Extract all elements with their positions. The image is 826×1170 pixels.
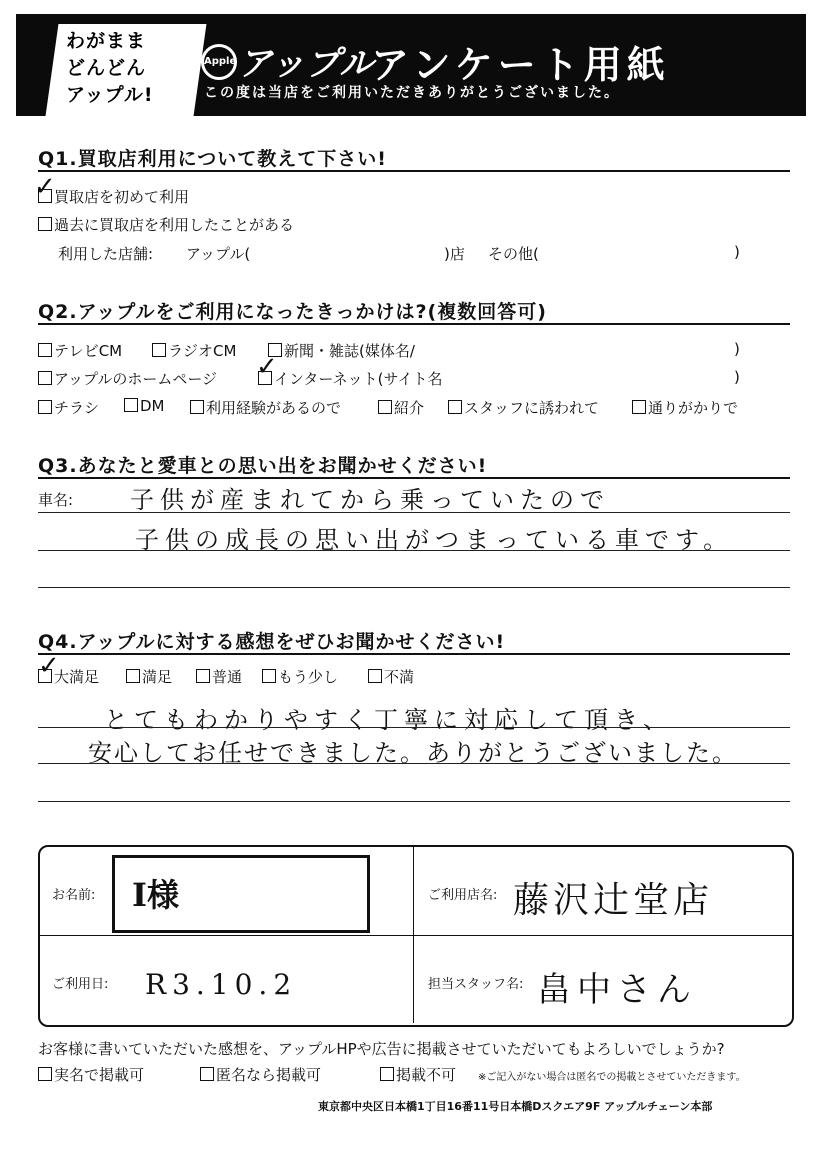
checkmark-icon: ✓	[34, 172, 56, 202]
option-label: 通りがかりで	[648, 399, 739, 417]
q3-car-label: 車名:	[38, 491, 74, 509]
option-label: 紹介	[394, 399, 425, 417]
q1-close-paren: )	[734, 243, 740, 261]
header-thanks: この度は当店をご利用いただきありがとうございました。	[204, 85, 620, 101]
date-value: R3.10.2	[145, 968, 298, 1001]
apple-logo-icon: Apple	[201, 44, 237, 80]
option-label: 掲載不可	[396, 1066, 457, 1084]
q1-option-before[interactable]	[38, 214, 294, 235]
q4-answer-line-2: 安心してお任せできました。ありがとうございました。	[88, 739, 738, 767]
checkbox[interactable]	[200, 1067, 214, 1081]
q3-line-1	[38, 512, 790, 513]
staff-value: 畠中さん	[537, 970, 697, 1010]
q4-option-not-quite[interactable]	[262, 666, 338, 687]
q4-line-1	[38, 727, 790, 728]
q2-option-flyer[interactable]	[38, 397, 99, 418]
slogan-line-1: わがまま	[66, 30, 147, 52]
q3-rule	[38, 477, 790, 479]
brand-name: アップル	[238, 44, 375, 84]
option-label: もう少し	[278, 668, 339, 686]
q3-heading: Q3.あなたと愛車との思い出をお聞かせください!	[38, 455, 488, 477]
slogan-text	[66, 28, 186, 109]
q2-heading: Q2.アップルをご利用になったきっかけは?(複数回答可)	[38, 301, 547, 323]
checkbox[interactable]	[38, 371, 52, 385]
q2-option-tv-cm[interactable]	[38, 340, 122, 361]
checkbox[interactable]	[190, 400, 204, 414]
q4-option-dissatisfied[interactable]	[368, 666, 414, 687]
checkmark-icon: ✓	[38, 651, 60, 681]
header-banner	[16, 14, 806, 116]
checkbox[interactable]	[38, 343, 52, 357]
option-label: 満足	[142, 668, 173, 686]
q4-option-satisfied[interactable]	[126, 666, 172, 687]
q1-store-suffix: )店	[444, 245, 465, 263]
q2-option-referral[interactable]	[378, 397, 424, 418]
q2-option-dm[interactable]	[124, 397, 165, 415]
q1-store-other: その他(	[488, 245, 539, 263]
consent-question: お客様に書いていただいた感想を、アップルHPや広告に掲載させていただいてもよろしいでしょうか?	[38, 1040, 725, 1058]
option-label: 利用経験があるので	[206, 399, 342, 417]
checkmark-icon: ✓	[256, 352, 278, 382]
staff-label: 担当スタッフ名:	[428, 977, 524, 992]
q2-close-paren-1: )	[734, 340, 740, 358]
option-label: 大満足	[54, 668, 100, 686]
option-label: チラシ	[54, 399, 100, 417]
q4-option-average[interactable]	[196, 666, 242, 687]
checkbox[interactable]	[126, 669, 140, 683]
q2-option-radio-cm[interactable]	[152, 340, 236, 361]
option-label: 新聞・雑誌(媒体名/	[284, 342, 415, 360]
q1-option-first-time[interactable]	[38, 186, 189, 207]
q2-option-staff-invite[interactable]	[448, 397, 599, 418]
q2-rule	[38, 323, 790, 325]
checkbox[interactable]	[38, 1067, 52, 1081]
option-label: テレビCM	[54, 342, 123, 360]
q3-line-2	[38, 550, 790, 551]
q3-answer-line-1: 子供が産まれてから乗っていたので	[130, 486, 610, 514]
checkbox[interactable]	[448, 400, 462, 414]
option-label: 過去に買取店を利用したことがある	[54, 216, 295, 234]
q4-line-2	[38, 763, 790, 764]
q4-answer-line-1: とてもわかりやすく丁寧に対応して頂き、	[104, 706, 674, 734]
slogan-line-2: どんどん	[66, 57, 147, 79]
q3-line-3	[38, 587, 790, 588]
q4-line-3	[38, 801, 790, 802]
option-label: スタッフに誘われて	[464, 399, 600, 417]
q1-store-apple: アップル(	[186, 245, 251, 263]
q1-heading: Q1.買取店利用について教えて下さい!	[38, 148, 387, 170]
checkbox[interactable]	[38, 400, 52, 414]
q2-option-newspaper[interactable]	[268, 340, 415, 361]
q3-answer-line-2: 子供の成長の思い出がつまっている車です。	[135, 526, 734, 554]
q4-rule	[38, 653, 790, 655]
panel-divider-vertical	[413, 847, 414, 1023]
q2-close-paren-2: )	[734, 368, 740, 386]
q1-store-used-label: 利用した店舗:	[58, 245, 154, 263]
q2-option-internet[interactable]	[258, 368, 442, 389]
checkbox[interactable]	[262, 669, 276, 683]
checkbox[interactable]	[196, 669, 210, 683]
option-label: アップルのホームページ	[54, 370, 218, 388]
q2-option-passing-by[interactable]	[632, 397, 738, 418]
footer-address: 東京都中央区日本橋1丁目16番11号日本橋Dスクエア9F アップルチェーン本部	[318, 1100, 713, 1113]
option-label: 実名で掲載可	[54, 1066, 145, 1084]
consent-option-anonymous[interactable]	[200, 1064, 321, 1085]
checkbox[interactable]	[124, 398, 138, 412]
checkbox[interactable]	[378, 400, 392, 414]
checkbox[interactable]	[368, 669, 382, 683]
option-label: 買取店を初めて利用	[54, 188, 190, 206]
checkbox[interactable]	[38, 217, 52, 231]
q4-heading: Q4.アップルに対する感想をぜひお聞かせください!	[38, 631, 506, 653]
q1-rule	[38, 170, 790, 172]
checkbox[interactable]	[152, 343, 166, 357]
name-label: お名前:	[52, 888, 96, 903]
option-label: 普通	[212, 668, 243, 686]
consent-option-no-posting[interactable]	[380, 1064, 456, 1085]
store-value: 藤沢辻堂店	[513, 880, 714, 921]
checkbox[interactable]	[632, 400, 646, 414]
store-label: ご利用店名:	[428, 888, 498, 903]
consent-note: ※ご記入がない場合は匿名での掲載とさせていただきます。	[478, 1072, 746, 1083]
option-label: 匿名なら掲載可	[216, 1066, 322, 1084]
option-label: 不満	[384, 668, 415, 686]
consent-option-real-name[interactable]	[38, 1064, 144, 1085]
panel-divider-horizontal	[38, 935, 792, 936]
checkbox[interactable]	[380, 1067, 394, 1081]
date-label: ご利用日:	[52, 977, 109, 992]
q2-option-homepage[interactable]	[38, 368, 217, 389]
option-label: DM	[140, 397, 165, 415]
option-label: ラジオCM	[168, 342, 237, 360]
slogan-line-3: アップル!	[66, 84, 154, 106]
option-label: インターネット(サイト名	[274, 370, 443, 388]
sheet-title: アンケート用紙	[371, 43, 670, 87]
q2-option-experience[interactable]	[190, 397, 341, 418]
name-value: I様	[132, 876, 179, 914]
